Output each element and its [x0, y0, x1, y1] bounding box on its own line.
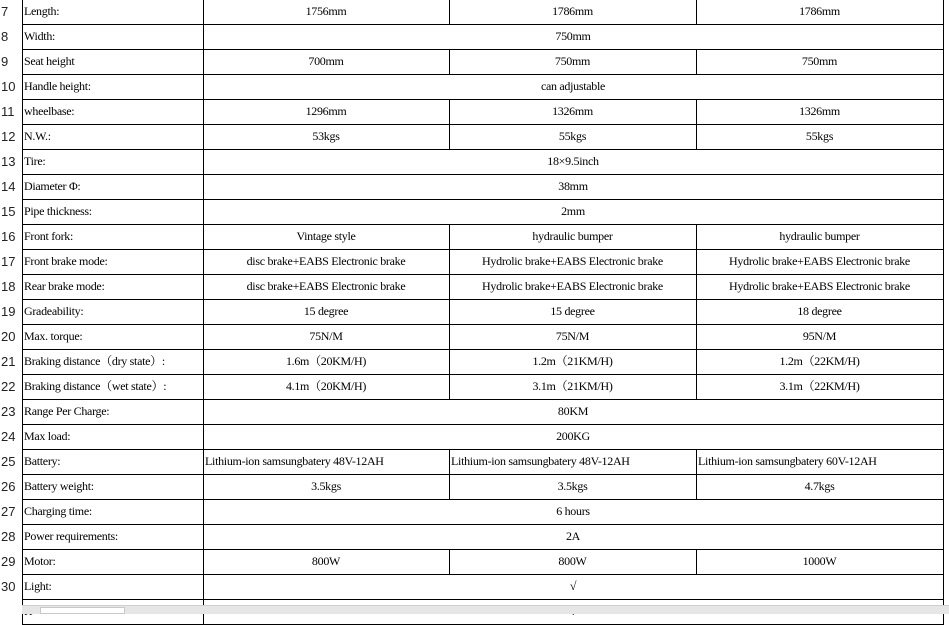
grid-col-line [203, 324, 204, 350]
grid-col-line [203, 74, 204, 100]
grid-col-line [203, 49, 204, 75]
grid-col-line [696, 449, 697, 475]
row-number[interactable]: 25 [1, 454, 16, 469]
grid-col-line [449, 449, 450, 475]
row-number[interactable]: 15 [1, 204, 16, 219]
spec-value[interactable]: Hydrolic brake+EABS Electronic brake [729, 279, 910, 293]
spec-value[interactable]: 3.1m（21KM/H) [532, 379, 613, 393]
grid-col-line [22, 524, 23, 550]
grid-col-line [22, 299, 23, 325]
grid-col-line [696, 49, 697, 75]
spec-value[interactable]: 3.5kgs [311, 479, 341, 493]
row-number[interactable]: 26 [1, 479, 16, 494]
spec-value[interactable]: disc brake+EABS Electronic brake [246, 279, 406, 293]
grid-col-line [449, 549, 450, 575]
grid-col-line [696, 299, 697, 325]
spec-value[interactable]: 800W [558, 554, 587, 568]
row-number[interactable]: 21 [1, 354, 16, 369]
spec-value[interactable]: 18 degree [797, 304, 842, 318]
row-number[interactable]: 28 [1, 529, 16, 544]
grid-col-line [203, 499, 204, 525]
spec-label[interactable]: Light: [24, 579, 52, 593]
spec-value[interactable]: 4.1m（20KM/H) [285, 379, 367, 393]
grid-col-line [943, 549, 944, 575]
grid-col-line [943, 274, 944, 300]
spec-value[interactable]: Hydrolic brake+EABS Electronic brake [729, 254, 910, 268]
grid-col-line [696, 349, 697, 375]
spec-value[interactable]: 700mm [308, 54, 344, 68]
grid-col-line [696, 224, 697, 250]
grid-col-line [22, 99, 23, 125]
grid-col-line [22, 474, 23, 500]
grid-col-line [943, 49, 944, 75]
grid-col-line [943, 199, 944, 225]
grid-col-line [22, 349, 23, 375]
grid-col-line [696, 474, 697, 500]
row-number[interactable]: 27 [1, 504, 16, 519]
grid-col-line [203, 149, 204, 175]
grid-col-line [449, 124, 450, 150]
row-number[interactable]: 29 [1, 554, 16, 569]
grid-col-line [943, 399, 944, 425]
grid-col-line [943, 424, 944, 450]
spec-value[interactable]: 1.2m（22KM/H) [779, 354, 860, 368]
spec-label[interactable]: Battery: [24, 454, 61, 468]
grid-col-line [696, 249, 697, 275]
grid-col-line [203, 549, 204, 575]
row-number[interactable]: 24 [1, 429, 16, 444]
spec-value[interactable]: 1756mm [305, 4, 347, 18]
row-number[interactable]: 11 [1, 104, 15, 119]
grid-col-line [203, 124, 204, 150]
row-number[interactable]: 17 [1, 254, 16, 269]
row-number[interactable]: 13 [1, 154, 16, 169]
spec-value[interactable]: Hydrolic brake+EABS Electronic brake [482, 254, 663, 268]
grid-col-line [203, 424, 204, 450]
horizontal-scrollbar[interactable] [22, 605, 949, 614]
row-number[interactable]: 18 [1, 279, 16, 294]
grid-col-line [943, 74, 944, 100]
spec-value[interactable]: disc brake+EABS Electronic brake [246, 254, 406, 268]
spec-value[interactable]: 55kgs [805, 129, 834, 143]
grid-col-line [22, 24, 23, 50]
grid-col-line [22, 374, 23, 400]
spec-value-merged[interactable]: 2mm [561, 204, 585, 218]
spec-value[interactable]: 1.2m（21KM/H) [532, 354, 613, 368]
row-number[interactable]: 14 [1, 179, 16, 194]
grid-col-line [22, 174, 23, 200]
grid-col-line [943, 349, 944, 375]
spec-value[interactable]: 750mm [554, 54, 591, 68]
grid-col-line [696, 124, 697, 150]
grid-col-line [449, 249, 450, 275]
grid-col-line [203, 524, 204, 550]
grid-col-line [943, 574, 944, 600]
grid-col-line [943, 24, 944, 50]
spec-label[interactable]: Battery weight: [24, 479, 94, 493]
row-number[interactable]: 10 [1, 79, 16, 94]
grid-col-line [943, 299, 944, 325]
spec-value[interactable]: Vintage style [296, 229, 356, 243]
spec-value[interactable]: 800W [311, 554, 341, 568]
spec-value[interactable]: hydraulic bumper [532, 229, 613, 243]
spec-value[interactable]: 1786mm [552, 4, 593, 18]
spec-value[interactable]: 95N/M [802, 329, 837, 343]
spec-value[interactable]: 75N/M [555, 329, 590, 343]
row-number[interactable]: 12 [1, 129, 16, 144]
grid-col-line [22, 499, 23, 525]
spec-value-merged[interactable]: 6 hours [556, 504, 590, 518]
spec-label[interactable]: Motor: [24, 554, 56, 568]
grid-col-line [696, 324, 697, 350]
spec-value[interactable]: 1000W [802, 554, 837, 568]
grid-col-line [943, 249, 944, 275]
spec-label[interactable]: Range Per Charge: [24, 404, 110, 418]
grid-col-line [22, 224, 23, 250]
spec-value[interactable]: 53kgs [312, 129, 340, 143]
grid-col-line [22, 449, 23, 475]
grid-col-line [203, 0, 204, 25]
spec-value[interactable]: hydraulic bumper [779, 229, 860, 243]
spec-value[interactable]: Lithium-ion samsungbatery 48V-12AH [451, 454, 630, 468]
spec-value[interactable]: 750mm [801, 54, 838, 68]
spec-value[interactable]: 3.5kgs [557, 479, 588, 493]
grid-col-line [203, 349, 204, 375]
grid-col-line [943, 124, 944, 150]
grid-col-line [943, 524, 944, 550]
spec-value[interactable]: Lithium-ion samsungbatery 48V-12AH [205, 454, 384, 468]
spec-value[interactable]: 75N/M [309, 329, 343, 343]
grid-col-line [943, 174, 944, 200]
grid-col-line [696, 549, 697, 575]
grid-col-line [943, 99, 944, 125]
grid-col-line [449, 0, 450, 25]
grid-col-line [22, 74, 23, 100]
spec-value-merged[interactable]: 200KG [556, 429, 590, 443]
spec-value[interactable]: 15 degree [303, 304, 349, 318]
spec-value[interactable]: 4.7kgs [804, 479, 835, 493]
grid-col-line [22, 249, 23, 275]
row-number[interactable]: 16 [1, 229, 16, 244]
spec-label[interactable]: Charging time: [24, 504, 92, 518]
spec-label[interactable]: Front fork: [24, 229, 74, 243]
grid-col-line [449, 99, 450, 125]
spec-label[interactable]: Rear brake mode: [24, 279, 105, 293]
spec-label[interactable]: wheelbase: [24, 104, 75, 118]
grid-col-line [203, 299, 204, 325]
grid-col-line [449, 274, 450, 300]
spec-value-merged[interactable]: can adjustable [540, 79, 606, 93]
grid-col-line [696, 274, 697, 300]
grid-col-line [203, 374, 204, 400]
spec-label[interactable]: Seat height [24, 54, 75, 68]
spec-value-merged[interactable]: 750mm [555, 29, 591, 43]
grid-col-line [22, 0, 23, 25]
spec-label[interactable]: Diameter Φ: [24, 179, 81, 193]
spec-value[interactable]: 3.1m（22KM/H) [779, 379, 860, 393]
spec-value-merged[interactable]: 18×9.5inch [547, 154, 599, 168]
grid-col-line [943, 374, 944, 400]
spec-label[interactable]: Max. torque: [24, 329, 83, 343]
grid-col-line [696, 374, 697, 400]
grid-col-line [22, 399, 23, 425]
grid-col-line [22, 199, 23, 225]
spec-label[interactable]: Front brake mode: [24, 254, 108, 268]
spec-label[interactable]: Power requirements: [24, 529, 118, 543]
spec-value-merged[interactable]: 80KM [557, 404, 589, 418]
spec-label[interactable]: Braking distance（wet state）: [24, 379, 167, 393]
grid-col-line [449, 374, 450, 400]
grid-col-line [449, 299, 450, 325]
grid-col-line [203, 399, 204, 425]
row-number[interactable]: 7 [1, 4, 9, 19]
spec-value[interactable]: 1786mm [799, 4, 840, 18]
row-number[interactable]: 19 [1, 304, 16, 319]
spec-label[interactable]: Width: [24, 29, 56, 43]
spec-value[interactable]: Lithium-ion samsungbatery 60V-12AH [698, 454, 877, 468]
grid-col-line [449, 349, 450, 375]
grid-col-line [22, 149, 23, 175]
spec-label[interactable]: Braking distance（dry state）: [24, 354, 165, 368]
spec-label[interactable]: Max load: [24, 429, 71, 443]
grid-col-line [943, 149, 944, 175]
spec-label[interactable]: Pipe thickness: [24, 204, 92, 218]
spec-value-merged[interactable]: √ [569, 579, 577, 593]
grid-col-line [943, 0, 944, 25]
row-number[interactable]: 22 [1, 379, 16, 394]
spec-value-merged[interactable]: 2A [565, 529, 581, 543]
grid-col-line [696, 0, 697, 25]
grid-col-line [943, 474, 944, 500]
grid-col-line [203, 224, 204, 250]
spec-value[interactable]: 15 degree [550, 304, 595, 318]
spec-value[interactable]: 1326mm [799, 104, 840, 118]
grid-col-line [203, 174, 204, 200]
grid-col-line [203, 199, 204, 225]
grid-col-line [449, 224, 450, 250]
grid-col-line [203, 249, 204, 275]
grid-col-line [203, 274, 204, 300]
grid-col-line [449, 474, 450, 500]
spec-value[interactable]: Hydrolic brake+EABS Electronic brake [482, 279, 663, 293]
grid-col-line [203, 574, 204, 600]
spec-value-merged[interactable]: 38mm [558, 179, 588, 193]
row-number[interactable]: 9 [1, 54, 9, 69]
row-number[interactable]: 8 [1, 29, 9, 44]
row-number[interactable]: 30 [1, 579, 16, 594]
grid-col-line [22, 124, 23, 150]
grid-col-line [943, 224, 944, 250]
row-number[interactable]: 23 [1, 404, 16, 419]
grid-col-line [22, 274, 23, 300]
grid-col-line [943, 499, 944, 525]
grid-col-line [22, 49, 23, 75]
spec-value[interactable]: 1.6m（20KM/H) [285, 354, 367, 368]
spec-label[interactable]: Handle height: [24, 79, 91, 93]
grid-col-line [22, 574, 23, 600]
grid-col-line [696, 99, 697, 125]
grid-col-line [22, 424, 23, 450]
grid-col-line [22, 324, 23, 350]
spec-label[interactable]: Tire: [24, 154, 46, 168]
spec-value[interactable]: 55kgs [558, 129, 587, 143]
grid-col-line [22, 549, 23, 575]
spec-label[interactable]: N.W.: [24, 129, 51, 143]
spec-label[interactable]: Length: [24, 4, 60, 18]
spec-value[interactable]: 1326mm [552, 104, 593, 118]
row-number[interactable]: 20 [1, 329, 16, 344]
grid-col-line [203, 474, 204, 500]
grid-col-line [203, 449, 204, 475]
grid-col-line [943, 449, 944, 475]
spec-value[interactable]: 1296mm [305, 104, 347, 118]
grid-col-line [449, 324, 450, 350]
grid-col-line [943, 324, 944, 350]
scrollbar-thumb[interactable] [40, 607, 125, 614]
spec-label[interactable]: Gradeability: [24, 304, 84, 318]
grid-col-line [203, 99, 204, 125]
grid-col-line [449, 49, 450, 75]
grid-col-line [203, 24, 204, 50]
